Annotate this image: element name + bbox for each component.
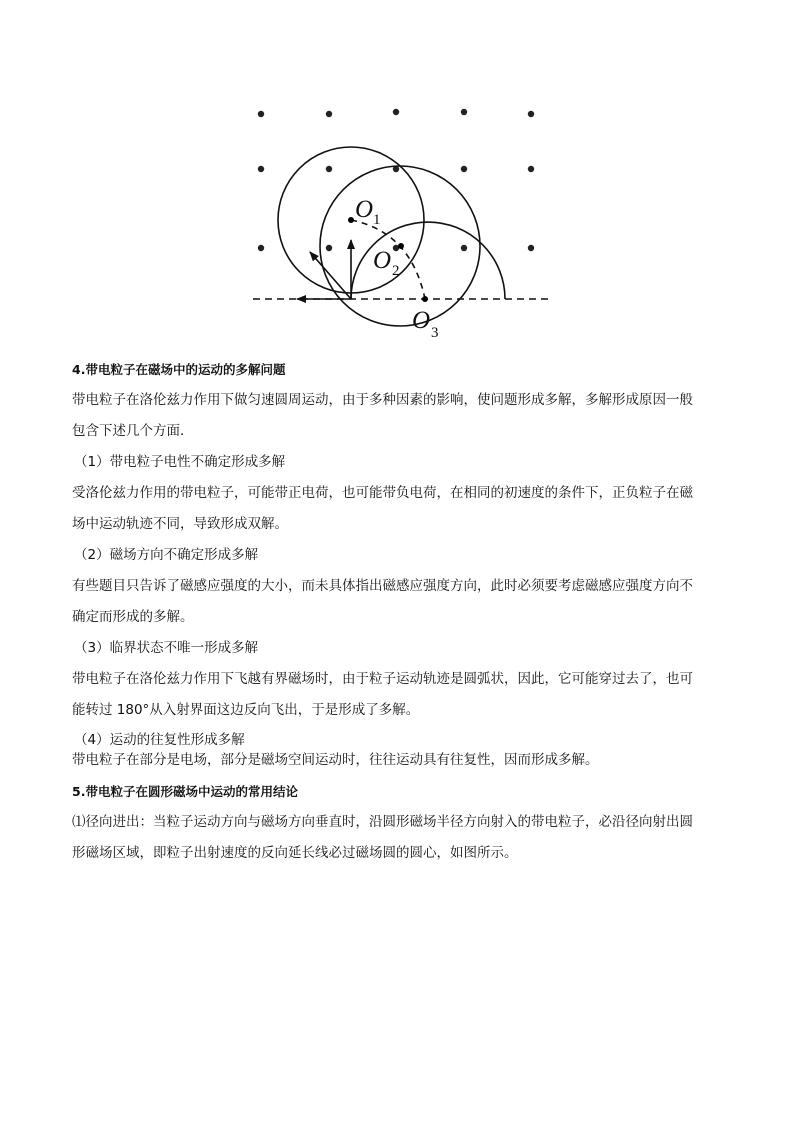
label-o2: O [373, 247, 392, 274]
section4-intro-line2: 包含下述几个方面． [72, 423, 194, 439]
section4-item4-line1: 带电粒子在部分是电场，部分是磁场空间运动时，往往运动具有往复性，因而形成多解。 [72, 752, 599, 768]
center-o2-dot [398, 243, 404, 249]
center-o1-dot [348, 217, 354, 223]
section4-item1-title: （1）带电粒子电性不确定形成多解 [74, 454, 286, 470]
label-o3: O [412, 307, 431, 334]
section4-title: 4.带电粒子在磁场中的运动的多解问题 [72, 362, 286, 377]
label-o3-sub: 3 [431, 325, 439, 341]
section5-item1-line1: ⑴径向进出：当粒子运动方向与磁场方向垂直时，沿圆形磁场半径方向射入的带电粒子，必沿径向射出圆 [72, 814, 693, 830]
section4-item3-title: （3）临界状态不唯一形成多解 [74, 640, 259, 656]
label-o1: O [355, 196, 374, 223]
section4-item2-line2: 确定而形成的多解。 [72, 609, 194, 625]
magnetic-field-dots [258, 109, 534, 251]
section4-item2-title: （2）磁场方向不确定形成多解 [74, 547, 259, 563]
section4-intro-line1: 带电粒子在洛伦兹力作用下做匀速圆周运动，由于多种因素的影响，使问题形成多解，多解形成原因一般 [72, 392, 693, 408]
velocity-arrow-diagonal [310, 252, 351, 299]
trajectory-figure [215, 92, 560, 344]
section4-item3-line2: 能转过 180°从入射界面这边反向飞出，于是形成了多解。 [72, 702, 420, 718]
section4-item1-line2: 场中运动轨迹不同，导致形成双解。 [72, 516, 288, 532]
document-body [72, 354, 724, 869]
trajectory-diagram [215, 92, 560, 344]
section4-item4-title: （4）运动的往复性形成多解 [74, 732, 245, 748]
label-o1-sub: 1 [373, 212, 381, 228]
center-o3-dot [422, 296, 428, 302]
label-o2-sub: 2 [392, 263, 400, 279]
section4-item1-line1: 受洛伦兹力作用的带电粒子，可能带正电荷，也可能带负电荷，在相同的初速度的条件下，正负粒子在磁 [72, 485, 693, 501]
section5-title: 5.带电粒子在圆形磁场中运动的常用结论 [72, 784, 298, 799]
section4-item3-line1: 带电粒子在洛伦兹力作用下飞越有界磁场时，由于粒子运动轨迹是圆弧状，因此，它可能穿过去了，也可 [72, 671, 693, 687]
section4-item2-line1: 有些题目只告诉了磁感应强度的大小，而未具体指出磁感应强度方向，此时必须要考虑磁感应强度方向不 [72, 578, 693, 594]
section5-item1-line2: 形磁场区域，即粒子出射速度的反向延长线必过磁场圆的圆心，如图所示。 [72, 845, 518, 861]
